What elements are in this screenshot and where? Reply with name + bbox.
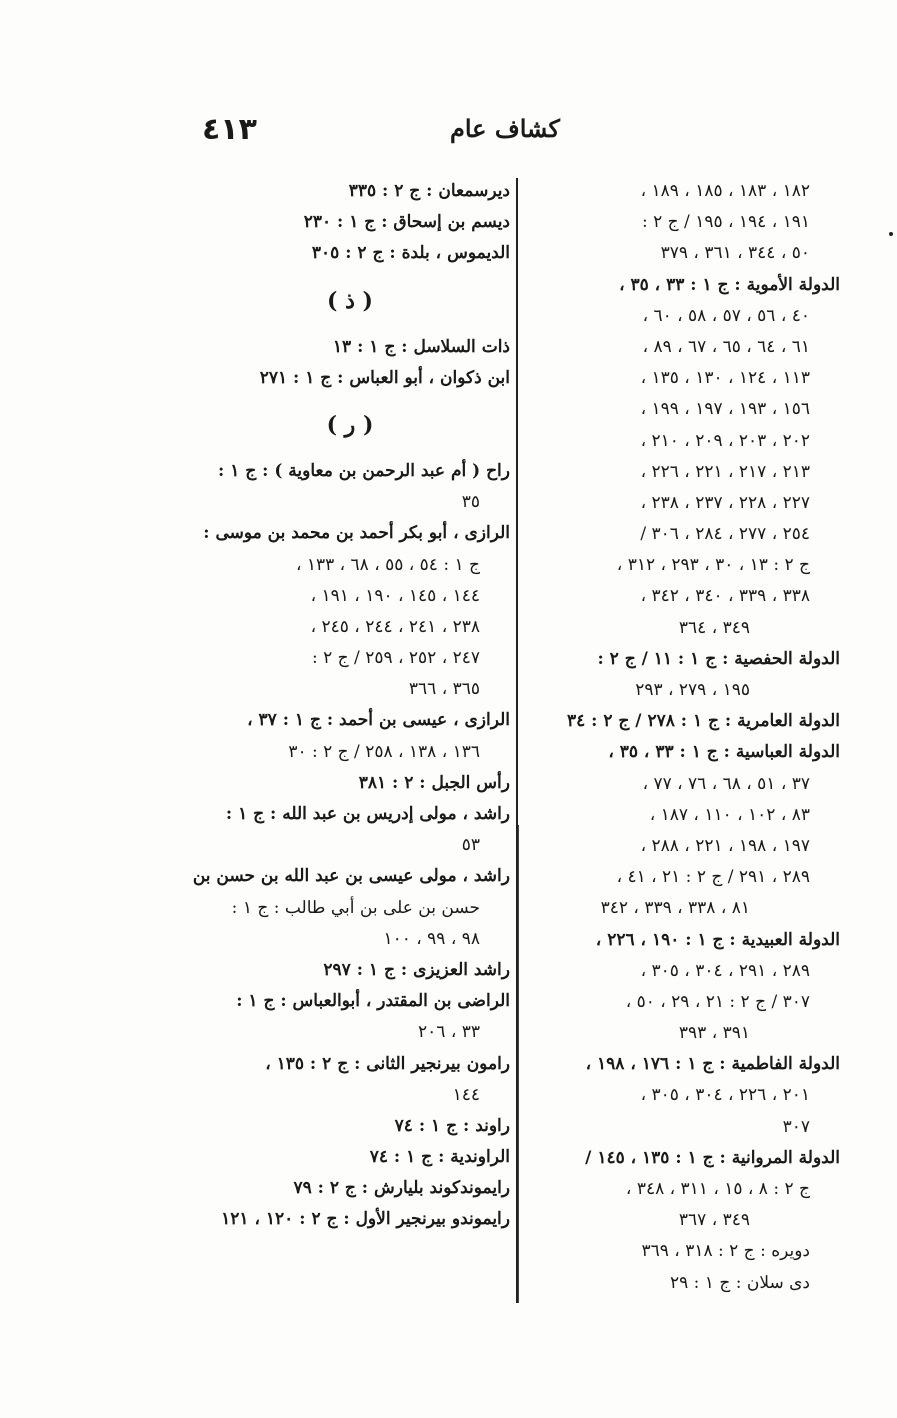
- index-entry-continuation: ١٩١ ، ١٩٤ ، ١٩٥ / ج ٢ :: [641, 212, 810, 233]
- index-entry-continuation: ٣٤٩ ، ٣٦٧: [678, 1210, 750, 1231]
- index-entry-continuation: ١٤٤: [452, 1084, 480, 1105]
- index-entry: ديرسمعان : ج ٢ : ٣٣٥: [348, 181, 510, 201]
- index-entry-continuation: ٥٣: [461, 835, 480, 856]
- column-divider-secondary: [518, 825, 519, 1303]
- index-entry: الراوندية : ج ١ : ٧٤: [369, 1147, 510, 1168]
- index-entry: الدولة المروانية : ج ١ : ١٣٥ ، ١٤٥ /: [585, 1147, 840, 1168]
- index-entry-continuation: دويره : ج ٢ : ٣١٨ ، ٣٦٩: [641, 1241, 810, 1262]
- index-entry-continuation: ١٥٦ ، ١٩٣ ، ١٩٧ ، ١٩٩ ،: [640, 399, 810, 420]
- index-entry: راشد العزيزى : ج ١ : ٢٩٧: [323, 959, 510, 980]
- index-entry-continuation: ٢٠١ ، ٢٢٦ ، ٣٠٤ ، ٣٠٥ ،: [640, 1085, 810, 1106]
- index-entry-continuation: ٣٤٩ ، ٣٦٤: [678, 617, 750, 638]
- page-number: ٤١٣: [202, 112, 257, 147]
- index-entry-continuation: ٩٨ ، ٩٩ ، ١٠٠: [383, 928, 480, 949]
- index-entry-continuation: ١٤٤ ، ١٤٥ ، ١٩٠ ، ١٩١ ،: [310, 585, 480, 606]
- index-entry-continuation: ٢٨٩ ، ٢٩١ ، ٣٠٤ ، ٣٠٥ ،: [640, 960, 810, 981]
- index-entry-continuation: ٣٩١ ، ٣٩٣: [678, 1023, 750, 1044]
- index-entry: الدولة الفاطمية : ج ١ : ١٧٦ ، ١٩٨ ،: [585, 1054, 840, 1075]
- index-entry-continuation: ٨١ ، ٣٣٨ ، ٣٣٩ ، ٣٤٢: [600, 898, 750, 919]
- index-entry: رايموندكوند بليارش : ج ٢ : ٧٩: [293, 1178, 510, 1199]
- index-entry: راح ( أم عبد الرحمن بن معاوية ) : ج ١ :: [218, 460, 510, 481]
- index-entry: الديموس ، بلدة : ج ٢ : ٣٠٥: [311, 243, 510, 264]
- index-entry: ابن ذكوان ، أبو العباس : ج ١ : ٢٧١: [259, 367, 510, 388]
- index-entry: راوند : ج ١ : ٧٤: [394, 1115, 510, 1136]
- index-entry-continuation: ج ٢ : ١٣ ، ٣٠ ، ٢٩٣ ، ٣١٢ ،: [616, 555, 810, 576]
- page-header: [0, 108, 897, 148]
- index-entry-continuation: ٣٣٨ ، ٣٣٩ ، ٣٤٠ ، ٣٤٢ ،: [640, 586, 810, 607]
- index-entry-continuation: ٣٧ ، ٥١ ، ٦٨ ، ٧٦ ، ٧٧ ،: [642, 773, 810, 794]
- index-entry-continuation: ٤٠ ، ٥٦ ، ٥٧ ، ٥٨ ، ٦٠ ،: [642, 305, 810, 326]
- index-entry: راشد ، مولى إدريس بن عبد الله : ج ١ :: [225, 804, 510, 824]
- letter-heading: ( ذ ): [327, 287, 373, 314]
- index-entry-continuation: ١١٣ ، ١٢٤ ، ١٣٠ ، ١٣٥ ،: [640, 368, 810, 389]
- index-entry: رأس الجبل : ٢ : ٣٨١: [358, 772, 510, 793]
- index-entry: ذات السلاسل : ج ١ : ١٣: [332, 336, 510, 357]
- index-entry-continuation: ١٨٢ ، ١٨٣ ، ١٨٥ ، ١٨٩ ،: [640, 181, 810, 201]
- index-entry-continuation: دى سلان : ج ١ : ٢٩: [669, 1272, 810, 1293]
- index-entry: الدولة العامرية : ج ١ : ٢٧٨ / ج ٢ : ٣٤: [566, 711, 840, 732]
- index-entry-continuation: ٨٣ ، ١٠٢ ، ١١٠ ، ١٨٧ ،: [649, 804, 810, 825]
- index-entry: الراضى بن المقتدر ، أبوالعباس : ج ١ :: [236, 991, 510, 1012]
- index-entry-continuation: ١٩٥ ، ٢٧٩ ، ٢٩٣: [635, 680, 750, 700]
- index-entry: الدولة الحفصية : ج ١ : ١١ / ج ٢ :: [597, 648, 840, 669]
- index-entry-continuation: ٣٠٧ / ج ٢ : ٢١ ، ٢٩ ، ٥٠ ،: [625, 991, 810, 1012]
- index-entry-continuation: ٢١٣ ، ٢١٧ ، ٢٢١ ، ٢٢٦ ،: [640, 461, 810, 482]
- index-entry-continuation: ٣٣ ، ٢٠٦: [418, 1022, 480, 1043]
- running-title: كشاف عام: [450, 114, 560, 143]
- index-entry-continuation: ٢٤٧ ، ٢٥٢ ، ٢٥٩ / ج ٢ :: [311, 648, 480, 669]
- index-entry-continuation: حسن بن على بن أبي طالب : ج ١ :: [231, 897, 480, 918]
- index-column-right: [530, 176, 840, 1299]
- index-entry: رايموندو بيرنجير الأول : ج ٢ : ١٢٠ ، ١٢١: [221, 1209, 510, 1230]
- index-entry-continuation: ٢٨٩ ، ٢٩١ / ج ٢ : ٢١ ، ٤١ ،: [616, 867, 810, 888]
- index-entry: الدولة العباسية : ج ١ : ٣٣ ، ٣٥ ،: [608, 742, 840, 763]
- index-entry-continuation: ج ٢ : ٨ ، ١٥ ، ٣١١ ، ٣٤٨ ،: [625, 1179, 810, 1199]
- index-entry: راشد ، مولى عيسى بن عبد الله بن حسن بن: [192, 866, 510, 887]
- index-entry-continuation: ٥٠ ، ٣٤٤ ، ٣٦١ ، ٣٧٩: [660, 243, 810, 264]
- index-entry-continuation: ٣٥: [461, 492, 480, 513]
- margin-dot: [889, 232, 893, 236]
- index-entry: رامون بيرنجير الثانى : ج ٢ : ١٣٥ ،: [265, 1053, 510, 1074]
- index-entry-continuation: ٣٦٥ ، ٣٦٦: [408, 679, 480, 700]
- index-entry: الرازى ، عيسى بن أحمد : ج ١ : ٣٧ ،: [247, 710, 510, 731]
- index-column-left: [190, 176, 510, 1236]
- index-entry-continuation: ٢٣٨ ، ٢٤١ ، ٢٤٤ ، ٢٤٥ ،: [310, 616, 480, 637]
- index-entry-continuation: ٣٠٧: [782, 1116, 810, 1137]
- index-entry: الدولة العبيدية : ج ١ : ١٩٠ ، ٢٢٦ ،: [595, 929, 840, 950]
- index-entry: ديسم بن إسحاق : ج ١ : ٢٣٠: [303, 212, 510, 233]
- index-entry-continuation: ١٩٧ ، ١٩٨ ، ٢٢١ ، ٢٨٨ ،: [640, 835, 810, 856]
- index-entry-continuation: ٢٢٧ ، ٢٢٨ ، ٢٣٧ ، ٢٣٨ ،: [640, 492, 810, 513]
- index-entry-continuation: ٢٠٢ ، ٢٠٣ ، ٢٠٩ ، ٢١٠ ،: [640, 430, 810, 451]
- index-entry-continuation: ١٣٦ ، ١٣٨ ، ٢٥٨ / ج ٢ : ٣٠: [288, 741, 480, 762]
- index-entry-continuation: ٦١ ، ٦٤ ، ٦٥ ، ٦٧ ، ٨٩ ،: [642, 336, 810, 357]
- letter-heading: ( ر ): [326, 411, 374, 438]
- index-entry: الرازى ، أبو بكر أحمد بن محمد بن موسى :: [203, 523, 510, 544]
- index-entry: الدولة الأموية : ج ١ : ٣٣ ، ٣٥ ،: [619, 274, 840, 295]
- index-entry-continuation: ٢٥٤ ، ٢٧٧ ، ٢٨٤ ، ٣٠٦ /: [640, 524, 810, 545]
- index-entry-continuation: ج ١ : ٥٤ ، ٥٥ ، ٦٨ ، ١٣٣ ،: [295, 554, 480, 575]
